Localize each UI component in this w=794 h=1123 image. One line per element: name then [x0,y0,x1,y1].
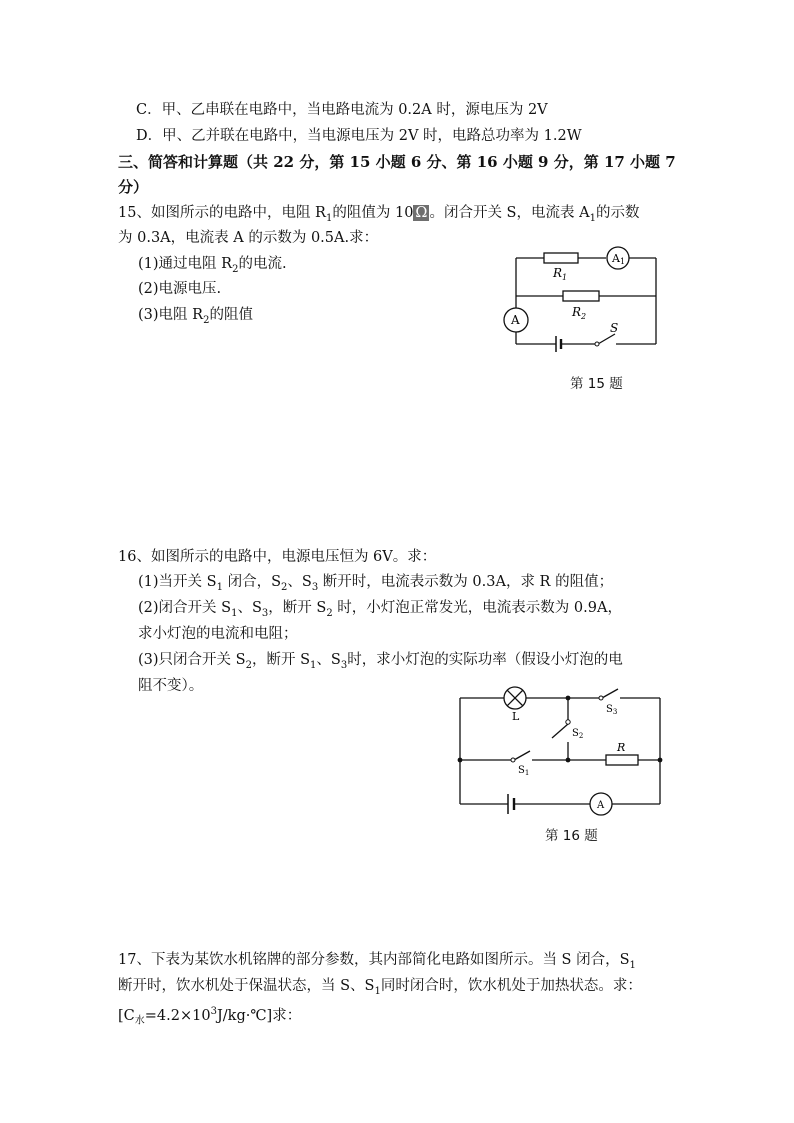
q16-part2: (2)闭合开关 $S_1$、$S_3$，断开 $S_2$ 时，小灯泡正常发光，电流表示数为 0.9A， [138,600,622,619]
q15-part1: (1)通过电阻 $R_2$的电流. [138,256,287,275]
label-s1: $S_1$ [518,765,530,777]
q16-stem: 16、如图所示的电路中，电源电压恒为 6V。求： [118,549,437,565]
resistor-r-shape [606,755,638,765]
label-s2: $S_2$ [572,728,584,740]
q16-figure-caption: 第 16 题 [545,828,598,844]
q16-part2-cont: 求小灯泡的电流和电阻； [138,626,298,642]
label-a1: A1 [612,252,626,266]
label-s: S [610,321,619,335]
q16-circuit-diagram [450,680,670,820]
q14-option-d: D．甲、乙并联在电路中，当电源电压为 2V 时，电路总功率为 1.2W [136,128,582,144]
q15-part3: (3)电阻 $R_2$的阻值 [138,307,253,326]
q17-line1: 17、下表为某饮水机铭牌的部分参数，其内部简化电路如图所示。当 S 闭合，$S_1$ [118,952,636,971]
q14-option-c: C．甲、乙串联在电路中，当电路电流为 0.2A 时，源电压为 2V [136,102,548,118]
section-heading-cont: 分） [118,178,149,196]
label-a-16: A [597,800,605,811]
q15-stem-line1: 15、如图所示的电路中，电阻 $R_1$的阻值为 10 Ω 。闭合开关 S，电流表 $A_1$的示数 [118,205,640,224]
label-l: L [512,710,520,723]
q15-stem-line2: 为 0.3A，电流表 A 的示数为 0.5A.求： [118,230,379,246]
resistor-r2-shape [563,291,599,301]
q16-part1: (1)当开关 $S_1$ 闭合，$S_2$、$S_3$ 断开时，电流表示数为 0.3A，求 R 的阻值； [138,574,614,593]
label-r1: $R_1$ [553,266,568,282]
q15-part2: (2)电源电压. [138,281,222,297]
ohm-symbol: Ω [415,205,428,221]
label-a: A [511,313,520,327]
q17-line3: $[C_水=4.2\times 10^3J/kg\cdot℃]$求： [118,1006,302,1027]
label-s3: $S_3$ [606,704,618,716]
label-r2: $R_2$ [572,305,587,321]
resistor-r1-shape [544,253,578,263]
q16-part3: (3)只闭合开关 $S_2$，断开 $S_1$、$S_3$时，求小灯泡的实际功率（假设小灯泡的电 [138,652,623,671]
q17-line2: 断开时，饮水机处于保温状态，当 S、$S_1$同时闭合时，饮水机处于加热状态。求： [118,978,642,997]
label-r: R [617,741,626,754]
section-heading: 三、简答和计算题（共 22 分，第 15 小题 6 分、第 16 小题 9 分，第 17 小题 7 [118,153,676,171]
q16-part3-cont: 阻不变）。 [138,678,204,694]
q15-figure-caption: 第 15 题 [570,376,623,392]
q15-circuit-diagram [500,240,670,355]
